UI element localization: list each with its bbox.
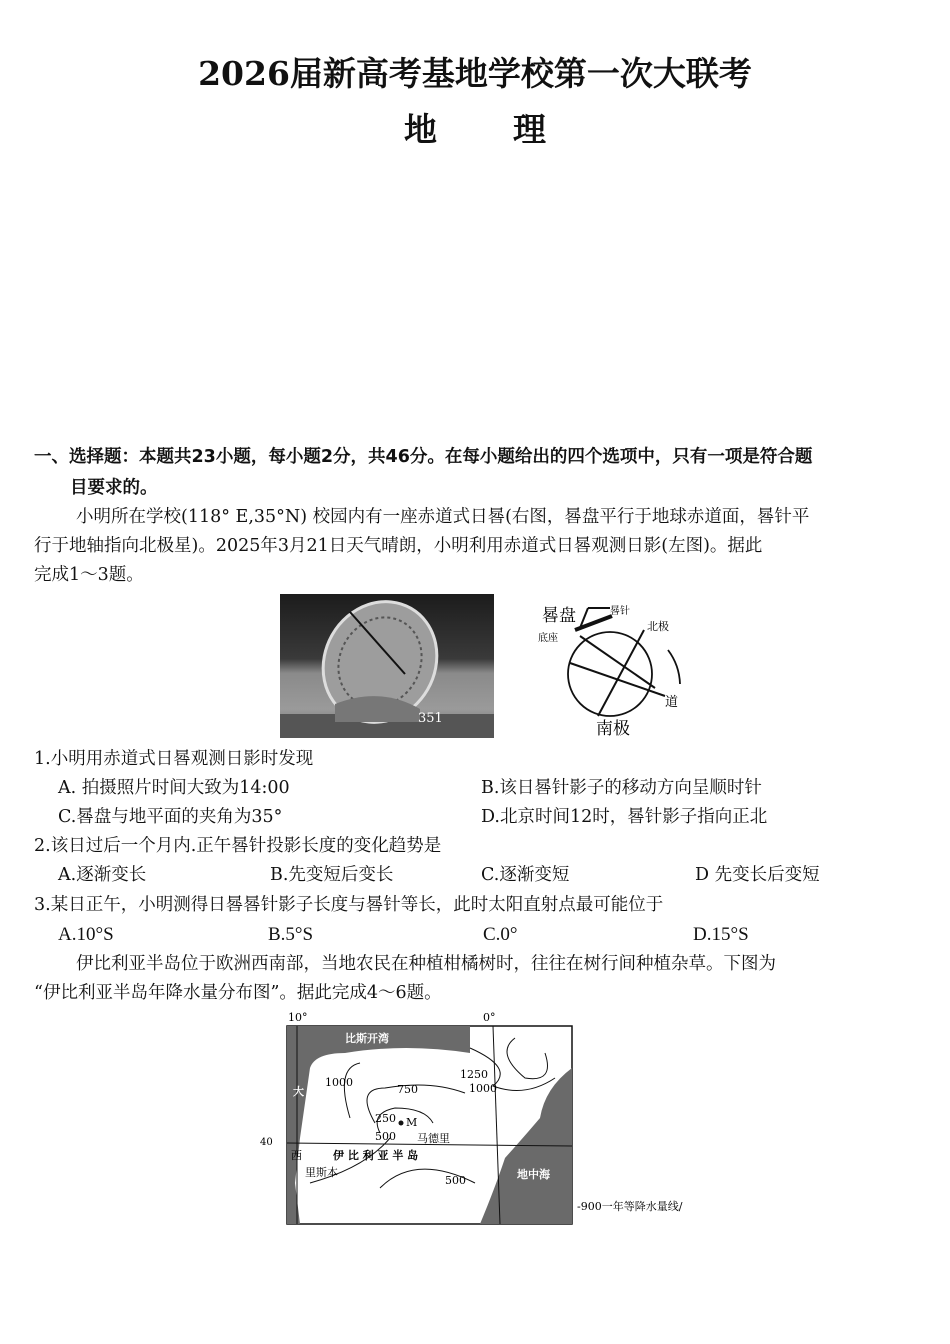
q1-option-c[interactable]: C.晷盘与地平面的夹角为35° — [58, 807, 283, 827]
passage-2 — [34, 950, 939, 1008]
sundial-photo — [280, 594, 494, 738]
isoline-label: 1000 — [469, 1082, 497, 1095]
map-legend: -900一年等降水量线/ — [577, 1200, 683, 1213]
question-3-stem: 3.某日正午，小明测得日晷晷针影子长度与晷针等长，此时太阳直射点最可能位于 — [34, 895, 664, 915]
place-sea: 地中海 — [517, 1168, 550, 1181]
q1-option-b[interactable]: B.该日晷针影子的移动方向呈顺时针 — [481, 778, 762, 798]
question-2-stem: 2.该日过后一个月内.正午晷针投影长度的变化趋势是 — [34, 836, 442, 856]
label-gnomon: 晷针 — [610, 606, 630, 617]
place-ocean: 西 — [291, 1149, 302, 1162]
subject-char: 理 — [513, 110, 546, 149]
question-1-stem: 1.小明用赤道式日晷观测日影时发现 — [34, 749, 314, 769]
q1-option-a[interactable]: A. 拍摄照片时间大致为14:00 — [58, 778, 290, 798]
q2-option-c[interactable]: C.逐渐变短 — [481, 865, 570, 885]
place-ocean: 大 — [293, 1085, 304, 1098]
q3-option-b[interactable]: B.5°S — [268, 924, 314, 945]
place-madrid: 马德里 — [417, 1132, 450, 1145]
section-heading — [34, 442, 934, 504]
label-south-pole: 南极 — [596, 719, 630, 739]
passage-1 — [34, 503, 939, 590]
q3-option-d[interactable]: D.15°S — [693, 924, 749, 945]
section-line: 目要求的。 — [70, 478, 158, 498]
exam-title: 2026届新高考基地学校第一次大联考 — [198, 54, 752, 93]
passage-line: 小明所在学校(118° E,35°N) 校园内有一座赤道式日晷(右图，晷盘平行于地球赤道面，晷针平 — [76, 507, 810, 527]
place-bay: 比斯开湾 — [345, 1032, 389, 1045]
lon-label: 10° — [288, 1011, 308, 1024]
isoline-label: 1000 — [325, 1076, 353, 1089]
q3-option-a[interactable]: A.10°S — [58, 924, 114, 945]
passage-line: 行于地轴指向北极星)。2025年3月21日天气晴朗，小明利用赤道式日晷观测日影(左图)。据此 — [34, 536, 763, 556]
point-m: M — [406, 1116, 418, 1129]
iberia-precipitation-map — [255, 1008, 735, 1228]
q2-option-a[interactable]: A.逐渐变长 — [58, 865, 147, 885]
passage-line: “伊比利亚半岛年降水量分布图”。据此完成4～6题。 — [34, 983, 442, 1003]
photo-mark: 351 — [418, 711, 443, 726]
passage-line: 完成1～3题。 — [34, 565, 144, 585]
isoline-label: 500 — [375, 1130, 396, 1143]
q2-option-b[interactable]: B.先变短后变长 — [270, 865, 394, 885]
passage-line: 伊比利亚半岛位于欧洲西南部，当地农民在种植柑橘树时，往往在树行间种植杂草。下图为 — [76, 954, 776, 974]
label-equator: 道 — [665, 695, 679, 710]
isoline-label: 250 — [375, 1112, 396, 1125]
subject-char: 地 — [404, 110, 437, 149]
place-lisbon: 里斯本 — [305, 1166, 338, 1179]
section-line: 一、选择题：本题共23小题，每小题2分，共46分。在每小题给出的四个选项中，只有一项是符合题 — [34, 447, 813, 467]
q1-option-d[interactable]: D.北京时间12时，晷针影子指向正北 — [481, 807, 768, 827]
label-north-pole: 北极 — [647, 620, 669, 633]
isoline-label: 1250 — [460, 1068, 488, 1081]
lat-label: 40 — [260, 1137, 273, 1148]
isoline-label: 500 — [445, 1174, 466, 1187]
subject-title — [0, 104, 950, 151]
label-dial: 晷盘 — [542, 606, 576, 626]
sundial-photo-drawing — [280, 594, 494, 738]
isoline-label: 750 — [397, 1083, 418, 1096]
label-base: 底座 — [538, 633, 558, 644]
sundial-diagram — [530, 598, 690, 740]
place-peninsula: 伊 比 利 亚 半 岛 — [333, 1149, 419, 1162]
lon-label: 0° — [483, 1011, 496, 1024]
q3-option-c[interactable]: C.0° — [483, 924, 518, 945]
q2-option-d[interactable]: D 先变长后变短 — [695, 865, 820, 885]
